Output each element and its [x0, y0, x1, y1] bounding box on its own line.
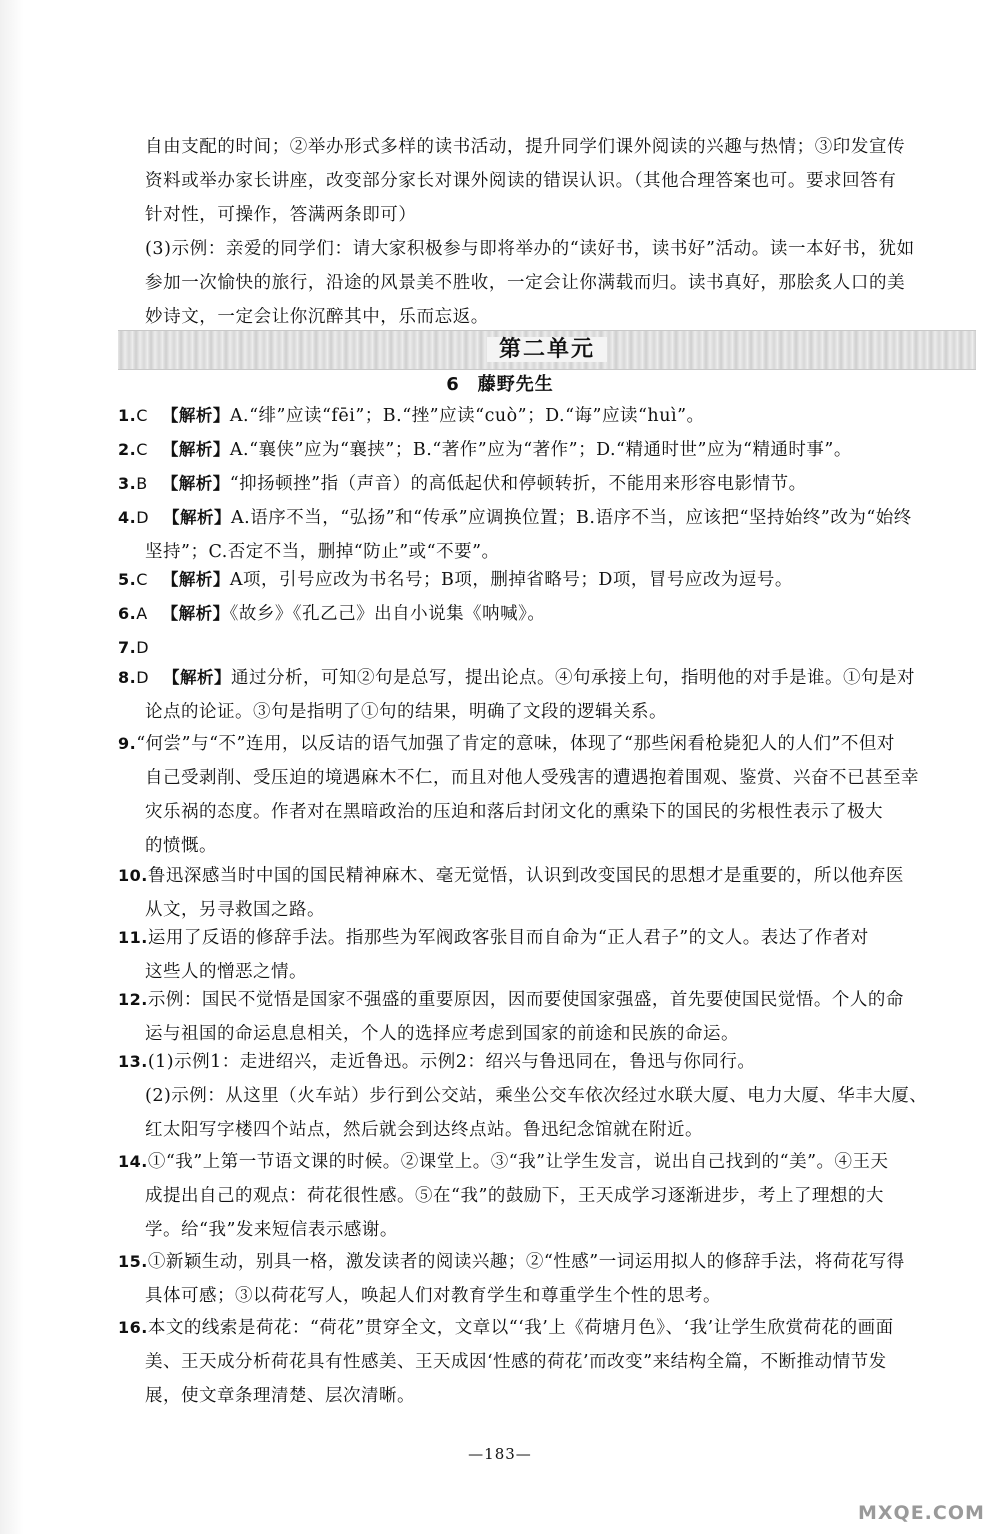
question-number: 1.: [118, 406, 137, 425]
intro-paragraph: [145, 130, 975, 232]
analysis-tag: 【解析】: [161, 406, 230, 425]
answer-choice: D: [136, 638, 150, 657]
analysis-tag: 【解析】: [163, 508, 232, 527]
question-number: 4.: [118, 508, 137, 527]
answer-item: [118, 433, 978, 467]
unit-title: 第二单元: [487, 337, 607, 362]
answer-first-line: [118, 1311, 978, 1345]
answer-continuation-line: [118, 829, 978, 863]
question-number: 6.: [118, 604, 137, 623]
intro-line: 自由支配的时间；②举办形式多样的读书活动，提升同学们课外阅读的兴趣与热情；③印发宣传: [145, 137, 906, 157]
answer-text: 学。给“我”发来短信表示感谢。: [145, 1220, 398, 1240]
question-number: 10.: [118, 866, 148, 885]
answer-text: “何尝”与“不”连用，以反诘的语气加强了肯定的意味，体现了“那些闲看枪毙犯人的人们”不但对: [136, 734, 895, 754]
answer-text: 红太阳写字楼四个站点，然后就会到达终点站。鲁迅纪念馆就在附近。: [145, 1120, 703, 1140]
answer-item: [118, 727, 978, 863]
answer-item: [118, 1045, 978, 1147]
answer-text: A.“襄侠”应为“襄挟”；B.“著作”应为“著作”；D.“精通时世”应为“精通时事”。: [229, 440, 852, 460]
answer-item: [118, 661, 978, 729]
lesson-title: 藤野先生: [477, 374, 554, 395]
answer-choice: C: [136, 406, 148, 425]
answer-choice: A: [136, 604, 148, 623]
answer-first-line: [118, 631, 978, 665]
answer-text: 本文的线索是荷花：“荷花”贯穿全文，文章以“‘我’上《荷塘月色》、‘我’让学生欣赏荷花的画面: [147, 1318, 894, 1338]
answer-text: 论点的论证。③句是指明了①句的结果，明确了文段的逻辑关系。: [145, 702, 667, 722]
answer-continuation-line: [118, 761, 978, 795]
answer-first-line: [118, 1145, 978, 1179]
answer-item: [118, 467, 978, 501]
answer-text: (1)示例1：走进绍兴，走近鲁迅。示例2：绍兴与鲁迅同在，鲁迅与你同行。: [147, 1052, 756, 1072]
answer-text: A.语序不当，“弘扬”和“传承”应调换位置；B.语序不当，应该把“坚持始终”改为“始终: [231, 508, 912, 528]
lesson-heading: [0, 368, 1000, 402]
question-number: 8.: [118, 668, 137, 687]
question-number: 16.: [118, 1318, 148, 1337]
answer-first-line: [118, 661, 978, 695]
answer-text: 具体可感；③以荷花写人，唤起人们对教育学生和尊重学生个性的思考。: [145, 1286, 721, 1306]
answer-continuation-line: [118, 1113, 978, 1147]
question-number: 12.: [118, 990, 148, 1009]
watermark-url: MXQE.COM: [858, 1502, 985, 1524]
answer-text: 运与祖国的命运息息相关，个人的选择应考虑到国家的前途和民族的命运。: [145, 1024, 739, 1044]
answer-first-line: [118, 983, 978, 1017]
intro-line: 针对性，可操作，答满两条即可）: [145, 205, 417, 225]
answer-first-line: [118, 727, 978, 761]
answer-item: [118, 631, 978, 665]
question-number: 3.: [118, 474, 137, 493]
analysis-tag: 【解析】: [161, 474, 230, 493]
answer-text: 这些人的憎恶之情。: [145, 962, 307, 982]
answer-first-line: [118, 433, 978, 467]
question-number: 13.: [118, 1052, 148, 1071]
analysis-tag: 【解析】: [161, 440, 230, 459]
answer-item: [118, 597, 978, 631]
answer-first-line: [118, 1245, 978, 1279]
question-number: 15.: [118, 1252, 148, 1271]
answer-text: 成提出自己的观点：荷花很性感。⑤在“我”的鼓励下，王天成学习逐渐进步，考上了理想的大: [145, 1186, 884, 1206]
answer-item: [118, 859, 978, 927]
answer-continuation-line: [118, 1213, 978, 1247]
answer-text: 灾乐祸的态度。作者对在黑暗政治的压迫和落后封闭文化的熏染下的国民的劣根性表示了极大: [145, 802, 883, 822]
answer-item: [118, 563, 978, 597]
answer-text: 鲁迅深感当时中国的国民精神麻木、毫无觉悟，认识到改变国民的思想才是重要的，所以他弃医: [147, 866, 904, 886]
answer-text: 示例：国民不觉悟是国家不强盛的重要原因，因而要使国家强盛，首先要使国民觉悟。个人的命: [147, 990, 904, 1010]
question-number: 7.: [118, 638, 137, 657]
answer-choice: C: [136, 440, 148, 459]
page-number: —183—: [468, 1445, 532, 1463]
answer-continuation-line: [118, 1345, 978, 1379]
answer-continuation-line: [118, 1079, 978, 1113]
lesson-number: 6: [446, 374, 460, 395]
answer-item: [118, 983, 978, 1051]
question-number: 5.: [118, 570, 137, 589]
intro-line: 参加一次愉快的旅行，沿途的风景美不胜收，一定会让你满载而归。读书真好，那脍炙人口的美: [145, 273, 906, 293]
question-number: 2.: [118, 440, 137, 459]
answer-choice: D: [136, 668, 150, 687]
answer-continuation-line: [118, 1379, 978, 1413]
answer-continuation-line: [118, 695, 978, 729]
answer-first-line: [118, 467, 978, 501]
watermark: [800, 1452, 990, 1528]
unit-banner: [118, 330, 976, 370]
answer-continuation-line: [118, 795, 978, 829]
answer-text: 展，使文章条理清楚、层次清晰。: [145, 1386, 415, 1406]
answer-item: [118, 501, 978, 569]
answer-choice: C: [136, 570, 148, 589]
answer-first-line: [118, 501, 978, 535]
answer-first-line: [118, 399, 978, 433]
answer-text: 运用了反语的修辞手法。指那些为军阀政客张目而自命为“正人君子”的文人。表达了作者对: [147, 928, 869, 948]
answer-first-line: [118, 597, 978, 631]
answer-item: [118, 921, 978, 989]
intro-paragraph-3: [145, 232, 975, 334]
question-number: 9.: [118, 734, 137, 753]
answer-text: 的愤慨。: [145, 836, 217, 856]
answer-text: A.“绯”应读“fēi”；B.“挫”应读“cuò”；D.“诲”应读“huì”。: [229, 406, 705, 426]
answer-item: [118, 1145, 978, 1247]
answer-text: 《故乡》《孔乙己》出自小说集《呐喊》。: [229, 604, 546, 624]
answer-text: ①“我”上第一节语文课的时候。②课堂上。③“我”让学生发言，说出自己找到的“美”。④王天: [147, 1152, 889, 1172]
answer-text: (2)示例：从这里（火车站）步行到公交站，乘坐公交车依次经过水联大厦、电力大厦、华丰大厦、: [145, 1086, 928, 1106]
analysis-tag: 【解析】: [161, 604, 230, 623]
question-number: 11.: [118, 928, 148, 947]
answer-continuation-line: [118, 1179, 978, 1213]
answer-item: [118, 1311, 978, 1413]
answer-first-line: [118, 921, 978, 955]
answer-text: 从文，另寻救国之路。: [145, 900, 325, 920]
intro-line: 资料或举办家长讲座，改变部分家长对课外阅读的错误认识。（其他合理答案也可。要求回答有: [145, 171, 897, 191]
answer-continuation-line: [118, 1279, 978, 1313]
answer-text: 美、王天成分析荷花具有性感美、王天成因‘性感的荷花’而改变”来结构全篇，不断推动情节发: [145, 1352, 887, 1372]
answer-item: [118, 399, 978, 433]
intro-line: 妙诗文，一定会让你沉醉其中，乐而忘返。: [145, 307, 489, 327]
analysis-tag: 【解析】: [161, 570, 230, 589]
intro-line: (3)示例：亲爱的同学们：请大家积极参与即将举办的“读好书，读书好”活动。读一本好书，犹如: [145, 239, 915, 259]
answer-first-line: [118, 1045, 978, 1079]
answer-choice: B: [136, 474, 148, 493]
answer-text: A项，引号应改为书名号；B项，删掉省略号；D项，冒号应改为逗号。: [229, 570, 793, 590]
analysis-tag: 【解析】: [163, 668, 232, 687]
answer-text: 通过分析，可知②句是总写，提出论点。④句承接上句，指明他的对手是谁。①句是对: [231, 668, 916, 688]
answer-item: [118, 1245, 978, 1313]
answer-text: “抑扬顿挫”指（声音）的高低起伏和停顿转折，不能用来形容电影情节。: [229, 474, 807, 494]
watermark-logo: [834, 1452, 984, 1500]
question-number: 14.: [118, 1152, 148, 1171]
scan-edge-shadow: [0, 0, 24, 1534]
answer-choice: D: [136, 508, 150, 527]
answer-text: 坚持”；C.否定不当，删掉“防止”或“不要”。: [145, 542, 500, 562]
answer-text: 自己受剥削、受压迫的境遇麻木不仁，而且对他人受残害的遭遇抱着围观、鉴赏、兴奋不已甚至幸: [145, 768, 919, 788]
answer-text: ①新颖生动，别具一格，激发读者的阅读兴趣；②“性感”一词运用拟人的修辞手法，将荷花写得: [147, 1252, 905, 1272]
answer-first-line: [118, 859, 978, 893]
answer-first-line: [118, 563, 978, 597]
